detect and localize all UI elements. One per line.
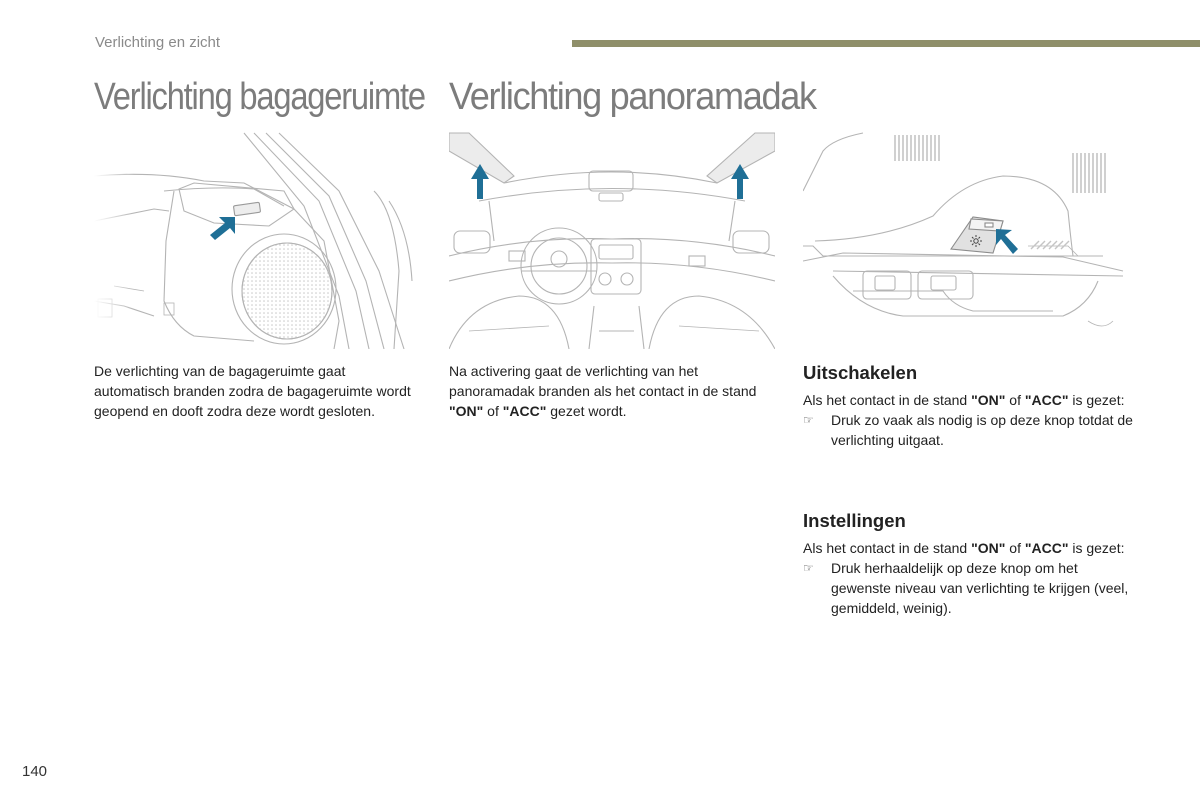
pointer-hand-icon: ☞ — [803, 561, 814, 575]
switch-off-step: ☞ Druk zo vaak als nodig is op deze knop totdat de verlichting uitgaat. — [803, 412, 1133, 448]
pointer-hand-icon: ☞ — [803, 413, 814, 427]
title-panoramic-roof-lighting: Verlichting panoramadak — [449, 76, 816, 118]
settings-step: ☞ Druk herhaaldelijk op deze knop om het gewenste niveau van verlichting te krijgen (veel, gemiddeld, weinig). — [803, 560, 1129, 616]
trunk-lighting-description: De verlichting van de bagageruimte gaat automatisch branden zodra de bagageruimte wordt geopend en dooft zodra deze wordt gesloten. — [94, 363, 411, 419]
illustration-panoramic-roof — [449, 131, 775, 349]
illustration-trunk-lamp — [94, 131, 420, 349]
illustration-roof-light-switch — [803, 131, 1129, 349]
light-button-icon — [951, 217, 1003, 253]
arrow-up-icon — [210, 217, 235, 240]
header-section-label: Verlichting en zicht — [95, 34, 221, 51]
settings-intro: Als het contact in de stand "ON" of "ACC" is gezet: — [803, 540, 1125, 556]
subheading-settings: Instellingen — [803, 510, 906, 531]
switch-off-instructions — [803, 390, 1133, 450]
arrow-up-icon — [996, 229, 1018, 254]
roof-lighting-description: Na activering gaat de verlichting van het panoramadak branden als het contact in de stand "ON" of "ACC" gezet wordt. — [449, 363, 757, 419]
title-trunk-lighting: Verlichting bagageruimte — [94, 76, 425, 118]
header-accent-bar — [572, 40, 1200, 47]
page-number: 140 — [22, 763, 48, 780]
settings-instructions — [803, 538, 1133, 618]
subheading-switch-off: Uitschakelen — [803, 362, 918, 383]
switch-off-intro: Als het contact in de stand "ON" of "ACC" is gezet: — [803, 392, 1125, 408]
